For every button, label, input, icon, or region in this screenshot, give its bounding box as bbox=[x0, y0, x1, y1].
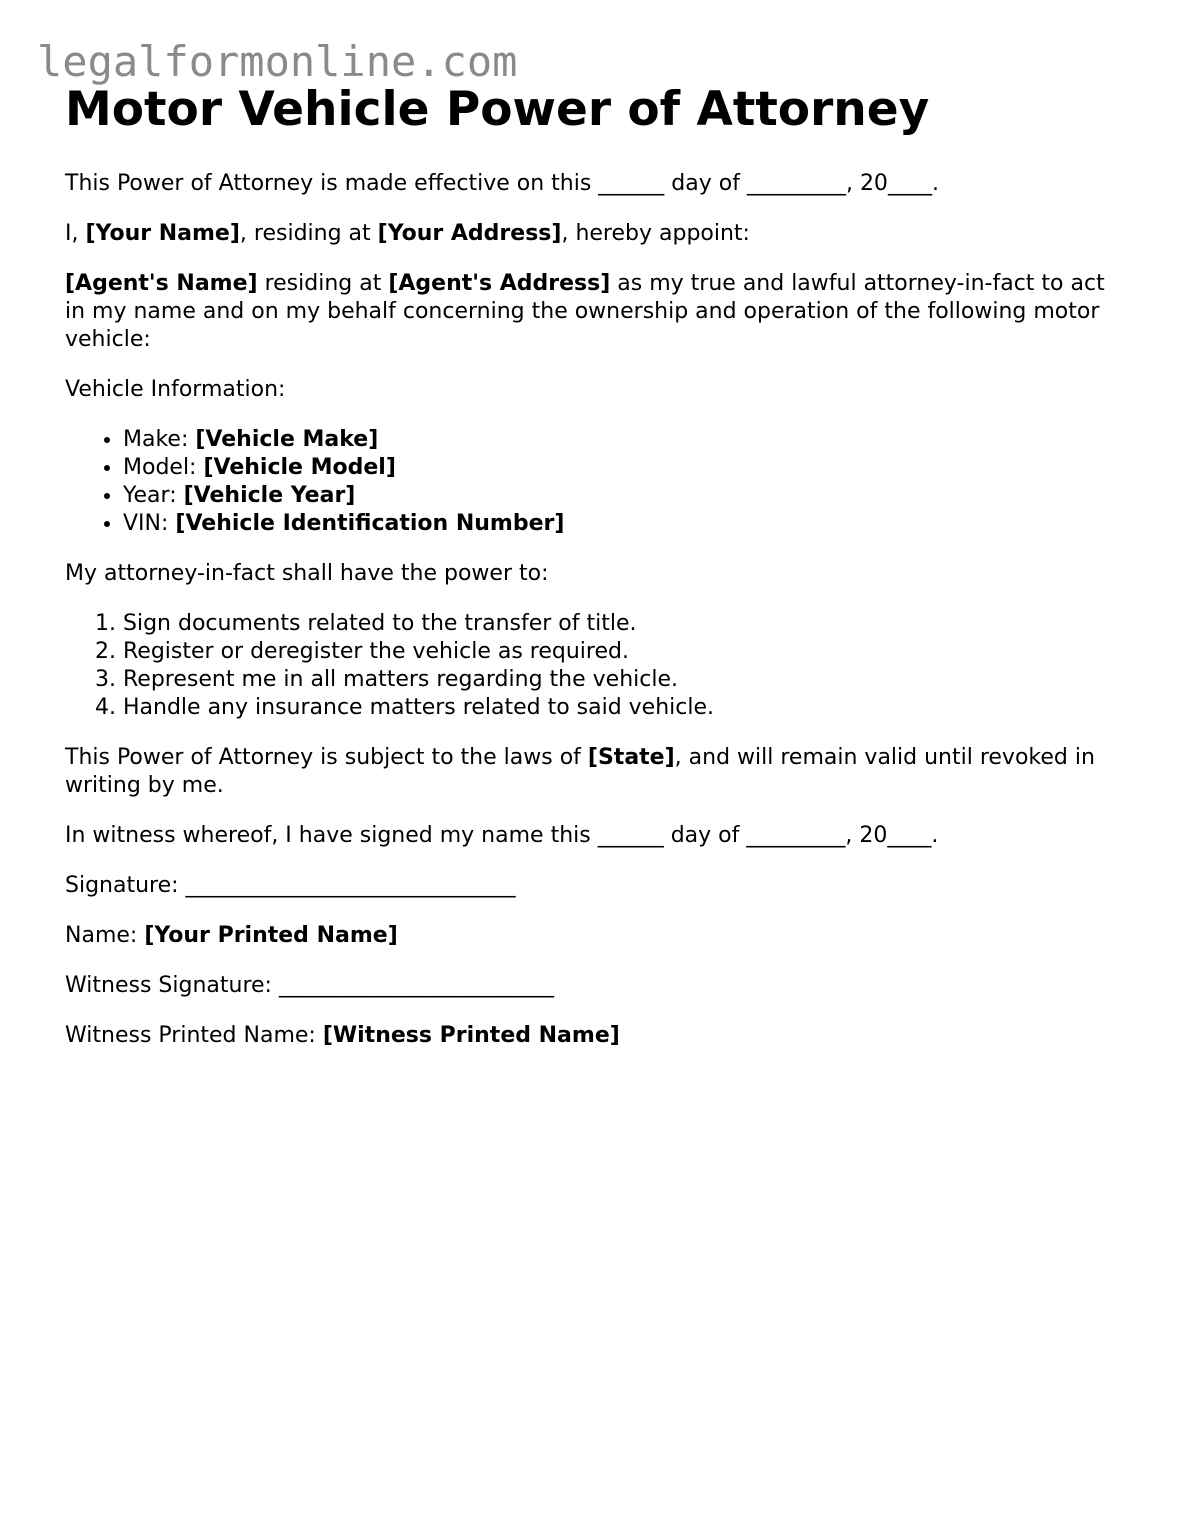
agent-address-placeholder: [Agent's Address] bbox=[388, 271, 611, 296]
vehicle-make-item: • Make: [Vehicle Make] bbox=[123, 426, 1125, 454]
signing-year-blank[interactable]: ____ bbox=[887, 823, 932, 848]
effective-month-blank[interactable]: _________ bbox=[746, 171, 846, 196]
power-item: 2. Register or deregister the vehicle as required. bbox=[123, 638, 1125, 666]
vehicle-info-heading: Vehicle Information: bbox=[65, 377, 286, 402]
powers-list bbox=[65, 610, 1125, 722]
vehicle-vin-item: • VIN: [Vehicle Identification Number] bbox=[123, 510, 1125, 538]
powers-heading: My attorney-in-fact shall have the power to: bbox=[65, 561, 549, 586]
power-item: 4. Handle any insurance matters related to said vehicle. bbox=[123, 694, 1125, 722]
vehicle-model-item: • Model: [Vehicle Model] bbox=[123, 454, 1125, 482]
witness-clause: In witness whereof, I have signed my name this ______ day of _________, 20____. bbox=[65, 823, 939, 848]
power-item: 3. Represent me in all matters regarding the vehicle. bbox=[123, 666, 1125, 694]
governing-law-paragraph: This Power of Attorney is subject to the laws of [State], and will remain valid until revoked in writing by me. bbox=[65, 745, 1095, 798]
document-body bbox=[65, 80, 1125, 1072]
principal-name-placeholder: [Your Name] bbox=[85, 221, 240, 246]
witness-printed-name-placeholder: [Witness Printed Name] bbox=[322, 1023, 620, 1048]
signature-line: Signature: ______________________________ bbox=[65, 873, 516, 898]
watermark: legalformonline.com bbox=[37, 37, 518, 86]
vehicle-year-item: • Year: [Vehicle Year] bbox=[123, 482, 1125, 510]
effective-date-paragraph: This Power of Attorney is made effective on this ______ day of _________, 20____. bbox=[65, 171, 939, 196]
agent-name-placeholder: [Agent's Name] bbox=[65, 271, 258, 296]
effective-day-blank[interactable]: ______ bbox=[598, 171, 665, 196]
state-placeholder: [State] bbox=[587, 745, 675, 770]
witness-printed-name-line: Witness Printed Name: [Witness Printed Name] bbox=[65, 1023, 620, 1048]
signature-field[interactable]: ______________________________ bbox=[185, 873, 516, 898]
agent-paragraph: [Agent's Name] residing at [Agent's Address] as my true and lawful attorney-in-fact to act in my name and on my behalf concerning the ownership and operation of the following motor vehicle: bbox=[65, 271, 1105, 352]
page-title: Motor Vehicle Power of Attorney bbox=[65, 82, 930, 137]
signing-month-blank[interactable]: _________ bbox=[746, 823, 846, 848]
printed-name-line: Name: [Your Printed Name] bbox=[65, 923, 398, 948]
witness-signature-line: Witness Signature: _________________________ bbox=[65, 973, 554, 998]
principal-address-placeholder: [Your Address] bbox=[377, 221, 562, 246]
witness-signature-field[interactable]: _________________________ bbox=[278, 973, 554, 998]
signing-day-blank[interactable]: ______ bbox=[597, 823, 664, 848]
power-item: 1. Sign documents related to the transfer of title. bbox=[123, 610, 1125, 638]
printed-name-placeholder: [Your Printed Name] bbox=[144, 923, 398, 948]
effective-year-blank[interactable]: ____ bbox=[887, 171, 932, 196]
appointment-paragraph: I, [Your Name], residing at [Your Address], hereby appoint: bbox=[65, 221, 750, 246]
vehicle-info-list bbox=[65, 426, 1125, 538]
